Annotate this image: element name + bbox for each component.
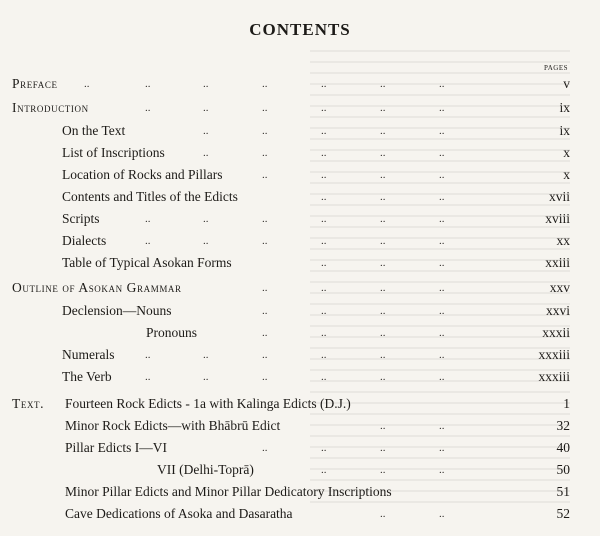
toc-entry-introduction[interactable]: [0, 98, 600, 118]
leader-dots: ..: [203, 371, 209, 383]
leader-dots: ..: [321, 464, 327, 476]
toc-page-number: ix: [559, 123, 570, 138]
leader-dots: ..: [380, 169, 386, 181]
leader-dots: ..: [84, 78, 90, 90]
toc-entry-the-verb[interactable]: [0, 367, 600, 387]
leader-dots: ..: [439, 305, 445, 317]
leader-dots: ..: [321, 102, 327, 114]
leader-dots: ..: [262, 327, 268, 339]
leader-dots: ..: [321, 257, 327, 269]
leader-dots: ..: [439, 371, 445, 383]
leader-dots: ..: [380, 78, 386, 90]
leader-dots: ..: [380, 125, 386, 137]
leader-dots: ..: [439, 169, 445, 181]
toc-page-number: x: [563, 145, 570, 160]
toc-page-number: 51: [556, 484, 570, 499]
toc-entry-label: On the Text: [62, 123, 126, 138]
toc-page-number: xxxiii: [538, 369, 570, 384]
toc-entry-minor-rock-edicts[interactable]: [0, 416, 600, 436]
toc-entry-location-of-rocks[interactable]: [0, 165, 600, 185]
toc-entry-list-of-inscriptions[interactable]: [0, 143, 600, 163]
leader-dots: ..: [380, 282, 386, 294]
leader-dots: ..: [321, 327, 327, 339]
toc-entry-pillar-edict-vii[interactable]: [0, 460, 600, 480]
toc-entry-label: Cave Dedications of Asoka and Dasaratha: [65, 506, 293, 521]
toc-entry-label: Numerals: [62, 347, 115, 362]
leader-dots: ..: [321, 442, 327, 454]
leader-dots: ..: [321, 349, 327, 361]
leader-dots: ..: [262, 371, 268, 383]
toc-entry-label: The Verb: [62, 369, 112, 384]
toc-entry-label: Preface: [12, 76, 58, 91]
toc-entry-contents-and-titles[interactable]: [0, 187, 600, 207]
leader-dots: ..: [203, 102, 209, 114]
toc-entry-preface[interactable]: [0, 74, 600, 94]
toc-entry-scripts[interactable]: [0, 209, 600, 229]
toc-entry-label: Minor Rock Edicts—with Bhābrū Edict: [65, 418, 281, 433]
leader-dots: ..: [262, 147, 268, 159]
toc-entry-outline-of-grammar[interactable]: [0, 278, 600, 298]
toc-entry-label: Location of Rocks and Pillars: [62, 167, 223, 182]
leader-dots: ..: [439, 147, 445, 159]
toc-page-number: 40: [556, 440, 570, 455]
toc-entry-label: Introduction: [12, 100, 89, 115]
leader-dots: ..: [439, 442, 445, 454]
toc-entry-label: Pillar Edicts I—VI: [65, 440, 167, 455]
pages-column-header: PAGES: [543, 64, 568, 72]
leader-dots: ..: [321, 282, 327, 294]
toc-entry-on-the-text[interactable]: [0, 121, 600, 141]
toc-page-number: xx: [556, 233, 570, 248]
toc-entry-minor-pillar-edicts[interactable]: [0, 482, 600, 502]
leader-dots: ..: [380, 235, 386, 247]
toc-section-label: Text.: [12, 396, 45, 411]
leader-dots: ..: [262, 169, 268, 181]
toc-page-number: xxv: [549, 280, 570, 295]
leader-dots: ..: [380, 327, 386, 339]
leader-dots: ..: [439, 508, 445, 520]
leader-dots: ..: [380, 420, 386, 432]
leader-dots: ..: [145, 349, 151, 361]
leader-dots: ..: [262, 125, 268, 137]
toc-entry-declension-nouns[interactable]: [0, 301, 600, 321]
leader-dots: ..: [439, 464, 445, 476]
leader-dots: ..: [380, 508, 386, 520]
leader-dots: ..: [439, 213, 445, 225]
leader-dots: ..: [262, 235, 268, 247]
toc-entry-label: Declension—Nouns: [62, 303, 172, 318]
toc-page-number: xxxii: [542, 325, 570, 340]
toc-entry-label: Scripts: [62, 211, 100, 226]
leader-dots: ..: [203, 147, 209, 159]
leader-dots: ..: [203, 213, 209, 225]
leader-dots: ..: [321, 305, 327, 317]
leader-dots: ..: [439, 78, 445, 90]
leader-dots: ..: [321, 235, 327, 247]
toc-entry-label: Table of Typical Asokan Forms: [62, 255, 232, 270]
leader-dots: ..: [262, 442, 268, 454]
leader-dots: ..: [203, 235, 209, 247]
leader-dots: ..: [380, 305, 386, 317]
leader-dots: ..: [439, 282, 445, 294]
leader-dots: ..: [145, 102, 151, 114]
leader-dots: ..: [380, 147, 386, 159]
toc-entry-label: Contents and Titles of the Edicts: [62, 189, 238, 204]
leader-dots: ..: [321, 125, 327, 137]
leader-dots: ..: [203, 78, 209, 90]
toc-page-number: 1: [563, 396, 570, 411]
toc-entry-label: VII (Delhi-Toprā): [157, 462, 254, 477]
leader-dots: ..: [145, 78, 151, 90]
leader-dots: ..: [439, 235, 445, 247]
leader-dots: ..: [321, 213, 327, 225]
leader-dots: ..: [380, 191, 386, 203]
toc-entry-table-of-forms[interactable]: [0, 253, 600, 273]
leader-dots: ..: [203, 125, 209, 137]
toc-page-number: xviii: [545, 211, 570, 226]
leader-dots: ..: [380, 442, 386, 454]
toc-entry-dialects[interactable]: [0, 231, 600, 251]
toc-page-number: 32: [556, 418, 570, 433]
leader-dots: ..: [321, 147, 327, 159]
leader-dots: ..: [380, 213, 386, 225]
leader-dots: ..: [262, 282, 268, 294]
leader-dots: ..: [262, 305, 268, 317]
toc-entry-numerals[interactable]: [0, 345, 600, 365]
leader-dots: ..: [321, 191, 327, 203]
toc-page-number: 50: [556, 462, 570, 477]
toc-entry-pronouns[interactable]: [0, 323, 600, 343]
leader-dots: ..: [439, 327, 445, 339]
toc-page-number: xxvi: [545, 303, 570, 318]
toc-page-number: v: [563, 76, 570, 91]
toc-page-number: 52: [556, 506, 570, 521]
toc-entry-label: Fourteen Rock Edicts - 1a with Kalinga Edicts (D.J.): [65, 396, 351, 411]
leader-dots: ..: [439, 125, 445, 137]
leader-dots: ..: [380, 102, 386, 114]
leader-dots: ..: [439, 191, 445, 203]
leader-dots: ..: [380, 257, 386, 269]
toc-entry-cave-dedications[interactable]: [0, 504, 600, 524]
toc-page-number: x: [563, 167, 570, 182]
leader-dots: ..: [439, 349, 445, 361]
toc-entry-pillar-edicts[interactable]: [0, 438, 600, 458]
toc-entry-label: Dialects: [62, 233, 107, 248]
leader-dots: ..: [262, 102, 268, 114]
toc-page-number: xxxiii: [538, 347, 570, 362]
leader-dots: ..: [380, 464, 386, 476]
leader-dots: ..: [439, 102, 445, 114]
leader-dots: ..: [321, 371, 327, 383]
leader-dots: ..: [439, 257, 445, 269]
leader-dots: ..: [439, 420, 445, 432]
leader-dots: ..: [145, 213, 151, 225]
leader-dots: ..: [262, 349, 268, 361]
leader-dots: ..: [203, 349, 209, 361]
toc-entry-fourteen-rock-edicts[interactable]: [0, 394, 600, 414]
toc-entry-label: Pronouns: [146, 325, 198, 340]
toc-entry-label: List of Inscriptions: [62, 145, 165, 160]
toc-entry-label: Minor Pillar Edicts and Minor Pillar Dedicatory Inscriptions: [65, 484, 392, 499]
toc-page-number: xxiii: [545, 255, 570, 270]
leader-dots: ..: [145, 235, 151, 247]
toc-entry-label: Outline of Asokan Grammar: [12, 280, 182, 295]
leader-dots: ..: [380, 371, 386, 383]
leader-dots: ..: [380, 349, 386, 361]
leader-dots: ..: [145, 371, 151, 383]
toc-page-number: xvii: [548, 189, 570, 204]
leader-dots: ..: [262, 213, 268, 225]
toc-page-number: ix: [559, 100, 570, 115]
leader-dots: ..: [321, 169, 327, 181]
page-title: CONTENTS: [249, 20, 351, 39]
leader-dots: ..: [262, 78, 268, 90]
leader-dots: ..: [321, 78, 327, 90]
